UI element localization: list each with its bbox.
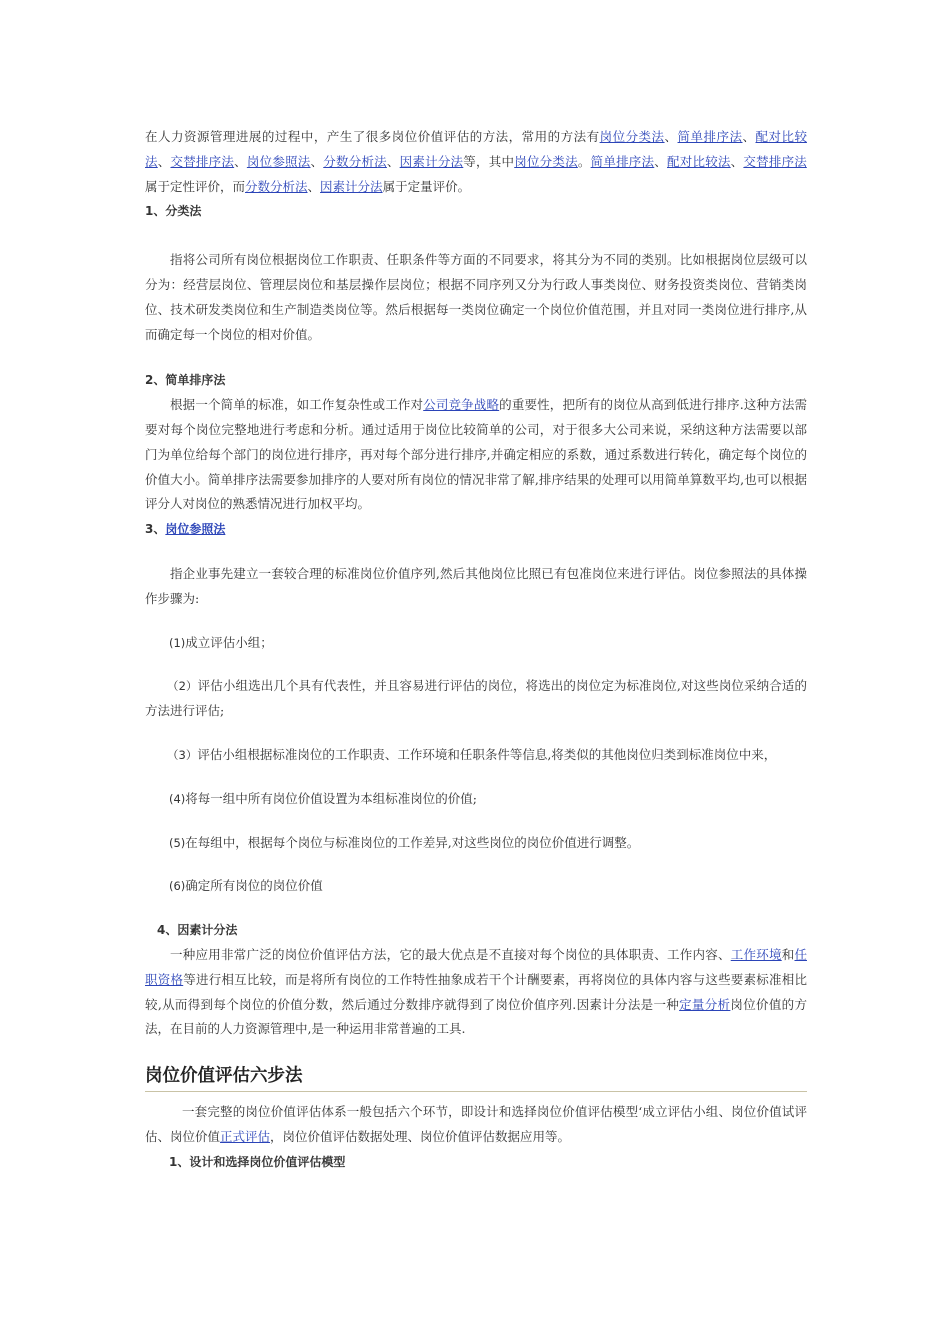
section-3-body: 指企业事先建立一套较合理的标准岗位价值序列,然后其他岗位比照已有包准岗位来进行评估。岗位参照法的具体操作步骤为:	[145, 565, 807, 606]
link-quantitative-analysis[interactable]: 定量分析	[679, 996, 731, 1012]
link-job-reference-heading[interactable]: 岗位参照法	[165, 522, 226, 537]
intro-text: 在人力资源管理进展的过程中，产生了很多岗位价值评估的方法，常用的方法有	[145, 129, 600, 144]
link-point-analysis-2[interactable]: 分数分析法	[245, 178, 308, 194]
intro-text: 等，其中	[463, 153, 515, 169]
link-competitive-strategy[interactable]: 公司竞争战略	[423, 397, 500, 413]
section-1-body: 指将公司所有岗位根据岗位工作职责、任职条件等方面的不同要求，将其分为不同的类别。比如根据岗位层级可以分为：经营层岗位、管理层岗位和基层操作层岗位；根据不同序列又分为行政人事类岗位、财务投资类岗位、营销类岗位、技术研发类岗位和生产制造类岗位等。然后根据每一类岗位确定一个岗位价值范围，并且对同一类岗位进行排序,从而确定每一个岗位的相对价值。	[145, 252, 807, 342]
link-alternation-ranking[interactable]: 交替排序法	[170, 153, 235, 169]
six-step-text: 一套完整的岗位价值评估体系一般包括六个环节，即设计和选择岗位价值评估模型‘成立评估小组、岗位价值试评估、岗位价值	[145, 1104, 807, 1144]
section-4-heading: 4、因素计分法	[157, 923, 238, 938]
section-4-text: 等进行相互比较，而是将所有岗位的工作特性抽象成若干个计酬要素，再将岗位的具体内容与这些要素标准相比较,从而得到每个岗位的价值分数，然后通过分数排序就得到了岗位价值序列.因素计分法是一种	[145, 971, 807, 1012]
intro-text: 属于定性评价，而	[145, 178, 246, 194]
separator: 、	[157, 153, 171, 169]
step-text: 评估小组根据标准岗位的工作职责、工作环境和任职条件等信息,将类似的其他岗位归类到标准岗位中来，	[197, 746, 777, 762]
separator: 、	[664, 129, 678, 144]
separator: 、	[386, 153, 400, 169]
separator: 、	[654, 153, 667, 169]
step-4	[145, 787, 807, 812]
separator: 、	[307, 178, 321, 194]
section-3-number: 3、	[145, 522, 166, 537]
link-job-classification[interactable]: 岗位分类法	[599, 129, 665, 144]
step-text: 将每一组中所有岗位价值设置为本组标准岗位的价值;	[185, 790, 478, 806]
step-number: (1)	[169, 635, 186, 650]
step-text: 在每组中，根据每个岗位与标准岗位的工作差异,对这些岗位的岗位价值进行调整。	[185, 834, 640, 850]
section-2-text: 根据一个简单的标准，如工作复杂性或工作对	[170, 397, 424, 413]
step-number: （2）	[167, 679, 198, 694]
link-qualifications[interactable]: 任职资格	[145, 946, 807, 987]
six-step-body	[145, 1100, 807, 1150]
link-work-environment[interactable]: 工作环境	[730, 946, 782, 962]
step-3	[145, 743, 807, 768]
link-paired-comparison-2[interactable]: 配对比较法	[667, 153, 731, 169]
link-factor-scoring-2[interactable]: 因素计分法	[320, 178, 383, 194]
link-point-analysis[interactable]: 分数分析法	[323, 153, 387, 169]
section-3-heading	[145, 517, 807, 542]
step-text: 评估小组选出几个具有代表性，并且容易进行评估的岗位，将选出的岗位定为标准岗位,对这些岗位采纳合适的方法进行评估;	[145, 678, 807, 719]
separator: 、	[310, 153, 324, 169]
link-simple-ranking-2[interactable]: 简单排序法	[590, 153, 655, 169]
six-step-sub-1: 1、设计和选择岗位价值评估模型	[169, 1154, 346, 1169]
intro-text: 属于定量评价。	[382, 178, 471, 194]
step-5	[145, 831, 807, 856]
section-4-text: 岗位价值的方法，在目前的人力资源管理中,是一种运用非常普遍的工具.	[145, 996, 807, 1037]
step-text: 成立评估小组；	[185, 634, 273, 650]
step-6	[145, 874, 807, 899]
section-4-text: 一种应用非常广泛的岗位价值评估方法，它的最大优点是不直接对每个岗位的具体职责、工作内容、	[170, 946, 731, 962]
section-4-body	[145, 943, 807, 1042]
separator: 、	[234, 153, 247, 169]
step-1	[145, 631, 807, 656]
step-number: (6)	[169, 879, 186, 894]
link-job-reference[interactable]: 岗位参照法	[246, 153, 311, 169]
link-formal-evaluation[interactable]: 正式评估	[220, 1128, 271, 1144]
intro-paragraph	[145, 125, 807, 199]
link-paired-comparison[interactable]: 配对比较法	[145, 129, 807, 169]
section-2-text: 的重要性，把所有的岗位从高到低进行排序.这种方法需要对每个岗位完整地进行考虑和分析。通过适用于岗位比较简单的公司，对于很多大公司来说，采纳这种方法需要以部门为单位给每个部门的岗位进行排序，再对每个部分进行排序,并确定相应的系数，通过系数进行转化，确定每个岗位的价值大小。简单排序法需要参加排序的人要对所有岗位的情况非常了解,排序结果的处理可以用简单算数平均,也可以根据评分人对岗位的熟悉情况进行加权平均。	[145, 397, 807, 512]
step-2	[145, 674, 807, 724]
step-number: (5)	[169, 835, 186, 850]
separator: 。	[577, 153, 591, 169]
link-job-classification-2[interactable]: 岗位分类法	[514, 153, 578, 169]
document-page	[145, 125, 807, 1175]
step-number: （3）	[167, 747, 198, 762]
separator: 、	[742, 129, 756, 144]
section-4-text: 和	[781, 946, 795, 962]
link-factor-scoring[interactable]: 因素计分法	[399, 153, 464, 169]
separator: 、	[730, 153, 744, 169]
link-alternation-ranking-2[interactable]: 交替排序法	[743, 153, 807, 169]
six-step-text: ，岗位价值评估数据处理、岗位价值评估数据应用等。	[270, 1128, 571, 1144]
section-1-heading: 1、分类法	[145, 204, 202, 219]
step-text: 确定所有岗位的岗位价值	[185, 878, 323, 894]
section-2-body	[145, 393, 807, 517]
section-2-heading: 2、简单排序法	[145, 373, 226, 388]
step-number: (4)	[169, 791, 186, 806]
six-step-title: 岗位价值评估六步法	[145, 1062, 807, 1092]
link-simple-ranking[interactable]: 简单排序法	[677, 129, 743, 144]
